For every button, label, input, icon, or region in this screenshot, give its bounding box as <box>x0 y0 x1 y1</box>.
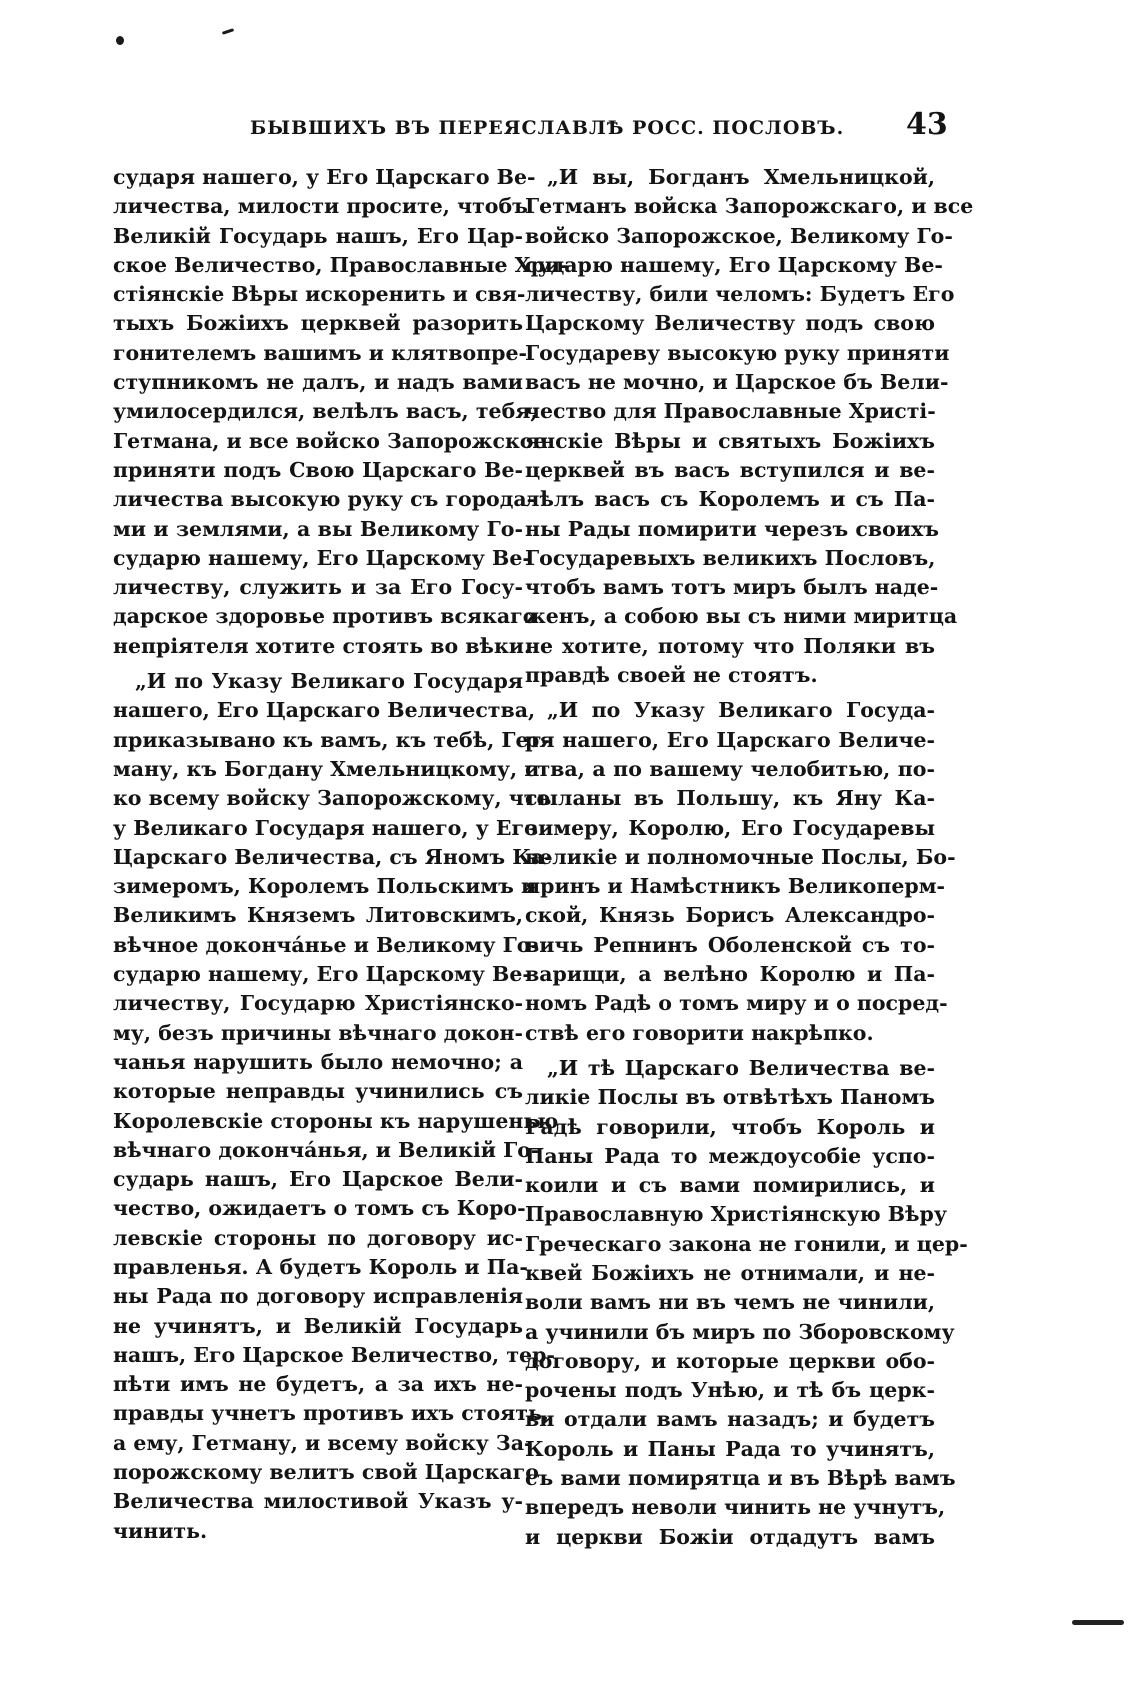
text-line: ликіе Послы въ отвѣтѣхъ Паномъ <box>525 1085 935 1110</box>
text-line: стіянскіе Вѣры искоренить и свя- <box>113 282 526 307</box>
text-line: правленья. А будетъ Король и Па- <box>113 1254 528 1279</box>
text-line: номъ Радѣ о томъ миру и о посред- <box>525 991 948 1016</box>
text-line: чество для Православные Христі- <box>525 399 936 424</box>
text-line: ствѣ его говорити накрѣпко. <box>525 1020 874 1045</box>
text-line: ко всему войску Запорожскому, что <box>113 786 551 811</box>
text-line: умилосердился, велѣлъ васъ, тебя, <box>113 399 538 424</box>
text-line: личеству, Государю Христіянско- <box>113 991 523 1016</box>
text-line: лѣлъ васъ съ Королемъ и съ Па- <box>525 487 935 512</box>
text-line: ря нашего, Его Царскаго Величе- <box>525 727 935 752</box>
text-line: Православную Христіянскую Вѣру <box>525 1202 947 1227</box>
text-line: ны Рады помирити черезъ своихъ <box>525 516 939 541</box>
text-line: Радѣ говорили, чтобъ Король и <box>525 1114 935 1139</box>
text-line: порожскому велитъ свой Царскаго <box>113 1460 539 1485</box>
text-line: варищи, а велѣно Королю и Па- <box>525 962 935 987</box>
text-line: правды учнетъ противъ ихъ стоять, <box>113 1401 550 1426</box>
text-line: дарское здоровье противъ всякаго <box>113 604 537 629</box>
text-line: у Великаго Государя нашего, у Его <box>113 815 538 840</box>
text-line: правдѣ своей не стоятъ. <box>525 663 818 688</box>
text-line: ви отдали вамъ назадъ; и будетъ <box>525 1407 935 1432</box>
text-line: приняти подъ Свою Царскаго Ве- <box>113 457 523 482</box>
text-line: ману, къ Богдану Хмельницкому, и <box>113 756 540 781</box>
text-line: нашего, Его Царскаго Величества, <box>113 698 536 723</box>
text-line: непріятеля хотите стоять во вѣки. <box>113 633 532 658</box>
text-line: Гетмана, и все войско Запорожское <box>113 428 547 453</box>
ink-speck <box>116 36 124 45</box>
right-text-column <box>525 163 974 1552</box>
text-line: впередъ неволи чинить не учнутъ, <box>525 1495 946 1520</box>
text-line: женъ, а собою вы съ ними миритца <box>525 604 958 629</box>
text-line: войско Запорожское, Великому Го- <box>525 223 953 248</box>
text-line: сударю нашему, Его Царскому Ве- <box>113 545 531 570</box>
text-line: чинить. <box>113 1518 208 1543</box>
text-line: чтобъ вамъ тотъ миръ былъ наде- <box>525 575 939 600</box>
text-line: рочены подъ Унѣю, и тѣ бъ церк- <box>525 1378 935 1403</box>
text-line: и церкви Божіи отдадутъ вамъ <box>525 1524 935 1549</box>
text-line: „И тѣ Царскаго Величества ве- <box>547 1055 935 1080</box>
text-line: личеству, били челомъ: Будетъ Его <box>525 282 955 307</box>
text-line: которые неправды учинились съ <box>113 1079 523 1104</box>
text-line: коили и съ вами помирились, и <box>525 1173 935 1198</box>
text-line: Величества милостивой Указъ у- <box>113 1489 523 1514</box>
text-line: великіе и полномочные Послы, Бо- <box>525 844 956 869</box>
text-line: личества, милости просите, чтобъ <box>113 194 528 219</box>
text-line: чанья нарушить было немочно; а <box>113 1049 523 1074</box>
text-line: Королевскіе стороны къ нарушенью <box>113 1108 559 1133</box>
text-line: янскіе Вѣры и святыхъ Божіихъ <box>525 428 935 453</box>
margin-mark <box>1072 1620 1124 1625</box>
text-line: гонителемъ вашимъ и клятвопре- <box>113 340 528 365</box>
text-line: сударь нашъ, Его Царское Вели- <box>113 1167 523 1192</box>
text-line: а ему, Гетману, и всему войску За- <box>113 1430 533 1455</box>
text-line: сударя нашего, у Его Царскаго Ве- <box>113 165 536 189</box>
text-line: Король и Паны Рада то учинятъ, <box>525 1436 935 1461</box>
text-line: „И по Указу Великаго Госуда- <box>547 698 935 723</box>
text-line: сударю нашему, Его Царскому Ве- <box>113 962 531 987</box>
text-line: воли вамъ ни въ чемъ не чинили, <box>525 1290 935 1315</box>
text-line: Гетманъ войска Запорожскаго, и все <box>525 194 974 219</box>
text-line: не хотите, потому что Поляки въ <box>525 633 935 658</box>
text-line: не учинятъ, и Великій Государь <box>113 1313 523 1338</box>
text-line: вѣчнаго доконча́нья, и Великій Го- <box>113 1137 540 1162</box>
text-line: Великимъ Княземъ Литовскимъ, <box>113 903 523 928</box>
text-line: Греческаго закона не гонили, и цер- <box>525 1231 968 1256</box>
text-line: Государеву высокую руку приняти <box>525 340 950 365</box>
text-line: Царскому Величеству подъ свою <box>525 311 935 336</box>
text-line: зимеру, Королю, Его Государевы <box>525 815 935 840</box>
text-line: „И по Указу Великаго Государя <box>135 669 523 694</box>
text-line: церквей въ васъ вступился и ве- <box>525 457 935 482</box>
page-number: 43 <box>906 107 948 142</box>
text-line: Паны Рада то междоусобіе успо- <box>525 1143 935 1168</box>
text-line: личества высокую руку съ города- <box>113 487 536 512</box>
text-line: договору, и которые церкви обо- <box>525 1348 935 1373</box>
text-line: левскіе стороны по договору ис- <box>113 1225 523 1250</box>
text-line: му, безъ причины вѣчнаго докон- <box>113 1020 523 1045</box>
text-line: Великій Государь нашъ, Его Цар- <box>113 223 523 248</box>
text-line: васъ не мочно, и Царское бъ Вели- <box>525 370 949 395</box>
text-line: зимеромъ, Королемъ Польскимъ и <box>113 874 537 899</box>
ink-mark <box>222 28 234 35</box>
text-line: ской, Князь Борисъ Александро- <box>525 903 935 928</box>
text-line: сударю нашему, Его Царскому Ве- <box>525 252 943 277</box>
text-line: вѣчное доконча́нье и Великому Го- <box>113 932 539 957</box>
text-line: Царскаго Величества, съ Яномъ Ка- <box>113 844 553 869</box>
text-line: а учинили бъ миръ по Зборовскому <box>525 1319 955 1344</box>
text-line: тыхъ Божіихъ церквей разорить <box>113 311 523 336</box>
text-line: ны Рада по договору исправленія <box>113 1284 523 1309</box>
text-line: квей Божіихъ не отнимали, и не- <box>525 1260 935 1285</box>
text-line: приказывано къ вамъ, къ тебѣ, Гет- <box>113 727 550 752</box>
text-line: личеству, служить и за Его Госу- <box>113 575 523 600</box>
text-line: яринъ и Намѣстникъ Великоперм- <box>525 874 946 899</box>
text-line: чество, ожидаетъ о томъ съ Коро- <box>113 1196 526 1221</box>
text-line: съ вами помирятца и въ Вѣрѣ вамъ <box>525 1466 956 1491</box>
text-line: ское Величество, Православные Хри- <box>113 252 569 277</box>
text-line: нашъ, Его Царское Величество, тер- <box>113 1342 555 1367</box>
text-line: пѣти имъ не будетъ, а за ихъ не- <box>113 1372 523 1397</box>
text-line: ми и землями, а вы Великому Го- <box>113 516 523 541</box>
text-line: ства, а по вашему челобитью, по- <box>525 756 935 781</box>
text-line: ступникомъ не далъ, и надъ вами <box>113 370 523 395</box>
running-head: БЫВШИХЪ ВЪ ПЕРЕЯСЛАВЛѢ РОСС. ПОСЛОВЪ. <box>250 117 845 139</box>
text-line: Государевыхъ великихъ Пословъ, <box>525 545 936 570</box>
text-line: вичь Репнинъ Оболенской съ то- <box>525 932 935 957</box>
text-line: „И вы, Богданъ Хмельницкой, <box>547 165 935 189</box>
text-line: сыланы въ Польшу, къ Яну Ка- <box>525 786 935 811</box>
left-text-column <box>113 163 569 1546</box>
